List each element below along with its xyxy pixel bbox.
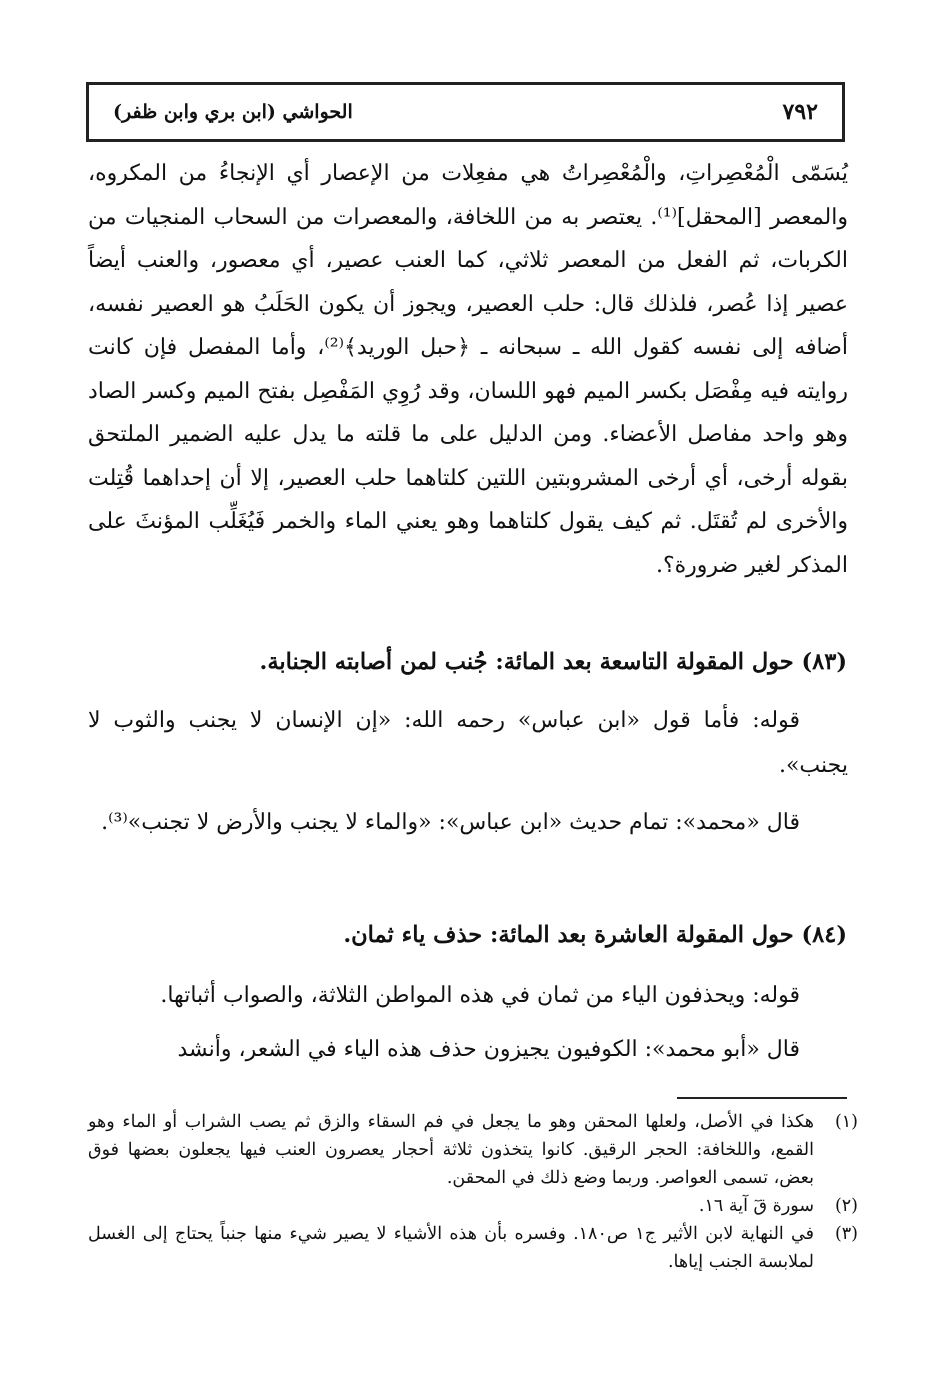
footnote-text: في النهاية لابن الأثير ج١ ص١٨٠. وفسره بأن هذه الأشياء لا يصير شيء منها جنباً يحتاج إلى الغسل لملابسة الجنب إياها.: [88, 1224, 814, 1272]
section-84-paragraph-2: قال «أبو محمد»: الكوفيون يجيزون حذف هذه الياء في الشعر، وأنشد: [177, 1037, 800, 1062]
footnote-separator: [677, 1097, 847, 1099]
footnote-number: (٣): [834, 1224, 858, 1244]
footnote: [88, 1220, 858, 1276]
section-83-paragraph-2: قال «محمد»: تمام حديث «ابن عباس»: «والماء لا يجنب والأرض لا تجنب»⁽³⁾.: [101, 810, 800, 835]
page-number: ٧٩٢: [782, 99, 818, 125]
intro-text: يُسَمّى الْمُعْصِراتِ، والْمُعْصِراتُ هي مفعِلات من الإعصار أي الإنجاءُ من المكروه، والمعصر [المحقل]⁽¹⁾. يعتصر به من اللخافة، والمعصرات من السحاب المنجيات من الكربات، ثم الفعل من المعصر ثلاثي، كما العنب عصير، أي معصور، والعنب أيضاً عصير إذا عُصر، فلذلك قال: حلب العصير، ويجوز أن يكون الحَلَبُ هو العصير نفسه، أضافه إلى نفسه كقول الله ـ سبحانه ـ ﴿حبل الوريد﴾⁽²⁾، وأما المفصل فإن كانت روايته فيه مِفْصَل بكسر الميم فهو اللسان، وقد رُوِي المَفْصِل بفتح الميم وكسر الصاد وهو واحد مفاصل الأعضاء. ومن الدليل على ما قلته ما يدل عليه الضمير الملتحق بقوله أرخى، أي أرخى المشروبتين اللتين كلتاهما حلب العصير، إلا أن إحداهما قُتِلت والأخرى لم تُقتَل. ثم كيف يقول كلتاهما وهو يعني الماء والخمر فَيُغَلِّب المؤنثَ على المذكر لغير ضرورة؟.: [88, 161, 848, 578]
intro-paragraph: [88, 152, 848, 587]
section-84-heading: (٨٤) حول المقولة العاشرة بعد المائة: حذف ياء ثمان.: [343, 922, 847, 948]
page-header: [86, 82, 845, 142]
footnote-number: (١): [834, 1112, 858, 1132]
footnote: [88, 1108, 858, 1192]
footnote-text: هكذا في الأصل، ولعلها المحقن وهو ما يجعل في فم السقاء والزق ثم يصب الشراب أو الماء وهو القمع، واللخافة: الحجر الرقيق. كانوا يتخذون ثلاثة أحجار يعصرون العنب فيها يجعلون بعضها فوق بعض، تسمى العواصر. وربما وضع ذلك في المحقن.: [88, 1112, 814, 1188]
section-84-paragraph-1: قوله: ويحذفون الياء من ثمان في هذه المواطن الثلاثة، والصواب أثباتها.: [160, 983, 800, 1008]
running-title: الحواشي (ابن بري وابن ظفر): [113, 101, 353, 123]
footnote-text: سورة قٓ آية ١٦.: [698, 1196, 814, 1216]
footnote-number: (٢): [834, 1196, 858, 1216]
section-83-heading: (٨٣) حول المقولة التاسعة بعد المائة: جُنب لمن أصابته الجنابة.: [259, 649, 847, 675]
section-83-paragraph-1: قوله: فأما قول «ابن عباس» رحمه الله: «إن الإنسان لا يجنب والثوب لا يجنب».: [88, 708, 848, 778]
footnote: [88, 1192, 858, 1220]
footnotes: [88, 1108, 858, 1276]
